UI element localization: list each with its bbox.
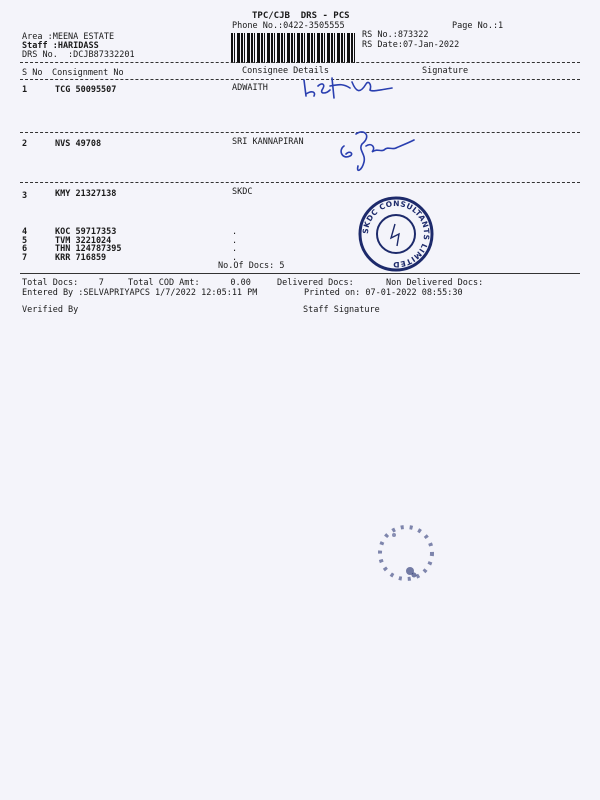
row-sno: 1	[22, 85, 28, 95]
row-consignee: .	[232, 253, 238, 263]
row-sno: 7	[22, 253, 28, 263]
column-sno: S No	[22, 68, 43, 78]
drs-number: DRS No. :DCJB87332201	[22, 50, 135, 60]
row-consignment: NVS 49708	[55, 139, 102, 149]
staff-signature: Staff Signature	[303, 305, 380, 315]
staff-label: Staff :HARIDASS	[22, 41, 99, 51]
signature-icon	[300, 72, 400, 104]
row-divider	[20, 182, 580, 183]
delivered-docs: Delivered Docs:	[277, 278, 354, 288]
row-sno: 4	[22, 227, 28, 237]
row-consignee: .	[232, 227, 238, 237]
column-signature: Signature	[422, 66, 469, 76]
column-consignment: Consignment No	[52, 68, 124, 78]
total-cod-amount: Total COD Amt: 0.00	[128, 278, 251, 288]
verified-by: Verified By	[22, 305, 79, 315]
faded-stamp-icon	[370, 515, 450, 595]
stamp-text: SKDC CONSULTANTS LIMITED	[360, 198, 432, 270]
total-docs: Total Docs: 7	[22, 278, 104, 288]
row-consignment: KRR 716859	[55, 253, 107, 263]
row-consignee: SKDC	[232, 187, 253, 197]
barcode-icon	[231, 33, 355, 63]
phone-number: Phone No.:0422-3505555	[232, 21, 345, 31]
entered-by: Entered By :SELVAPRIYAPCS 1/7/2022 12:05:11 PM	[22, 288, 258, 298]
header-divider	[20, 62, 580, 63]
company-stamp-icon	[355, 196, 437, 272]
row-sno: 5	[22, 236, 28, 246]
row-consignment: KOC 59717353	[55, 227, 117, 237]
printed-on: Printed on: 07-01-2022 08:55:30	[304, 288, 463, 298]
row-consignment: TVM 3221024	[55, 236, 112, 246]
row-sno: 6	[22, 244, 28, 254]
no-of-docs: No.Of Docs: 5	[218, 261, 285, 271]
row-consignee: SRI KANNAPIRAN	[232, 137, 304, 147]
row-sno: 3	[22, 191, 28, 201]
rs-number: RS No.:873322	[362, 30, 429, 40]
row-consignee: .	[232, 236, 238, 246]
rs-date: RS Date:07-Jan-2022	[362, 40, 460, 50]
document-title: TPC/CJB DRS - PCS	[252, 11, 350, 21]
row-consignee: .	[232, 244, 238, 254]
summary-divider	[20, 273, 580, 274]
row-divider	[20, 132, 580, 133]
column-consignee: Consignee Details	[242, 66, 329, 76]
non-delivered-docs: Non Delivered Docs:	[386, 278, 484, 288]
area-label: Area :MEENA ESTATE	[22, 32, 115, 42]
row-consignment: KMY 21327138	[55, 189, 117, 199]
row-consignee: ADWAITH	[232, 83, 268, 93]
row-consignment: TCG 50095507	[55, 85, 117, 95]
page-number: Page No.:1	[452, 21, 504, 31]
signature-icon	[336, 128, 420, 178]
row-consignment: THN 124787395	[55, 244, 122, 254]
row-sno: 2	[22, 139, 28, 149]
